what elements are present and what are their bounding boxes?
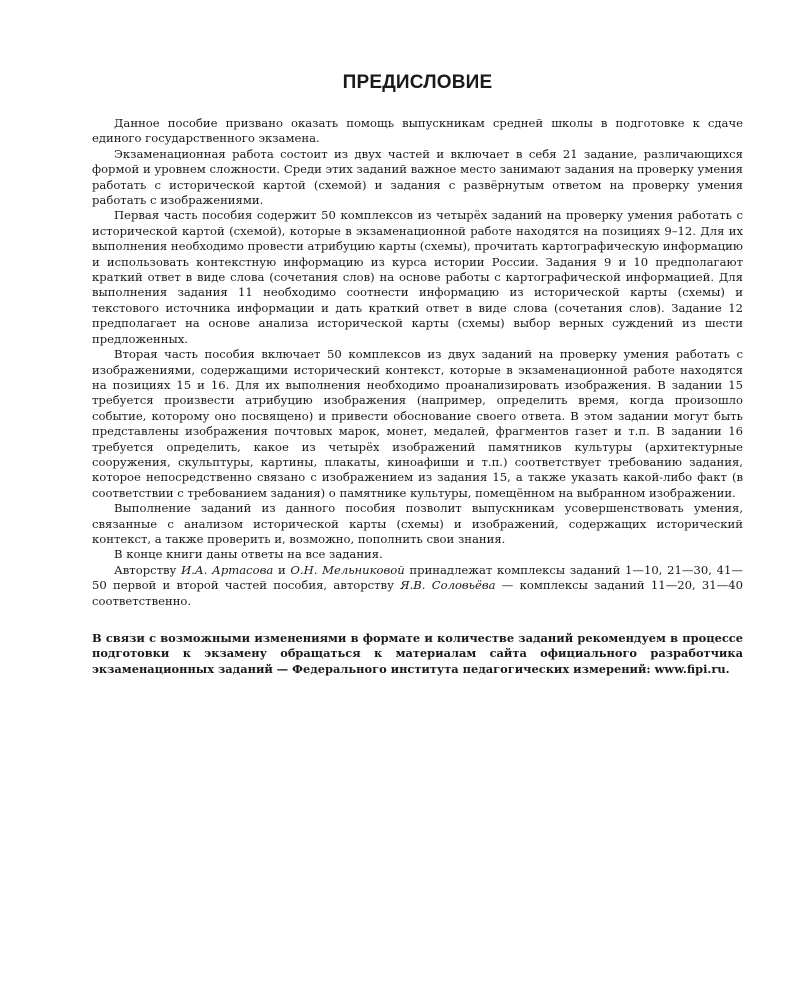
fipi-note: В связи с возможными изменениями в формате и количестве заданий рекомендуем в процессе подготовки к экзамену обращаться к материалам сайта официального разработчика экзаменационных заданий — Федерального института педагогических измерений: www.fipi.ru. [92,631,743,676]
authorship-suffix: — комплексы заданий 11—20, 31—40 соответственно. [92,578,744,608]
page [92,72,743,677]
authorship-paragraph [92,563,743,609]
paragraph-5: Выполнение заданий из данного пособия позволит выпускникам усовершенствовать умения, связанные с анализом исторической карты (схемы) и изображений, содержащих исторический контекст, а также проверить и, возможно, пополнить свои знания. [92,501,743,546]
author-solovyov: Я.В. Соловьёва [400,578,496,593]
authorship-middle: принадлежат комплексы заданий 1—10, 21—30, 41—50 первой и второй частей пособия, авторству [92,562,743,593]
paragraph-4: Вторая часть пособия включает 50 комплексов из двух заданий на проверку умения работать с изображениями, содержащими исторический контекст, которые в экзаменационной работе находятся на позициях 15 и 16. Для их выполнения необходимо проанализировать изображения. В задании 15 требуется произвести атрибуцию изображения (например, определить время, когда произошло событие, которому оно посвящено) и привести обоснование своего ответа. В этом задании могут быть представлены изображения почтовых марок, монет, медалей, фрагментов газет и т.п. В задании 16 требуется определить, какое из четырёх изображений памятников культуры (архитектурные сооружения, скульптуры, картины, плакаты, киноафиши и т.п.) соответствует требованию задания, которое непосредственно связано с изображением из задания 15, а также указать какой-либо факт (в соответствии с требованием задания) о памятнике культуры, помещённом на выбранном изображении. [92,347,743,500]
authorship-prefix: Авторству [114,562,182,577]
paragraph-2: Экзаменационная работа состоит из двух частей и включает в себя 21 задание, различающихся формой и уровнем сложности. Среди этих заданий важное место занимают задания на проверку умения работать с исторической картой (схемой) и задания с развёрнутым ответом на проверку умения работать с изображениями. [92,146,743,208]
preface-body [92,116,743,609]
page-title: ПРЕДИСЛОВИЕ [342,72,493,93]
paragraph-6: В конце книги даны ответы на все задания. [114,547,383,562]
paragraph-1: Данное пособие призвано оказать помощь выпускникам средней школы в подготовке к сдаче единого государственного экзамена. [92,116,743,146]
authorship-and: и [273,562,291,577]
author-artasov: И.А. Артасова [181,562,274,577]
paragraph-3: Первая часть пособия содержит 50 комплексов из четырёх заданий на проверку умения работать с исторической картой (схемой), которые в экзаменационной работе находятся на позициях 9–12. Для их выполнения необходимо провести атрибуцию карты (схемы), прочитать картографическую информацию и использовать контекстную информацию из курса истории России. Задания 9 и 10 предполагают краткий ответ в виде слова (сочетания слов) на основе работы с картографической информацией. Для выполнения задания 11 необходимо соотнести информацию из исторической карты (схемы) и текстового источника информации и дать краткий ответ в виде слова (сочетания слов). Задание 12 предполагает на основе анализа исторической карты (схемы) выбор верных суждений из шести предложенных. [92,208,743,346]
author-melnikova: О.Н. Мельниковой [290,562,405,577]
